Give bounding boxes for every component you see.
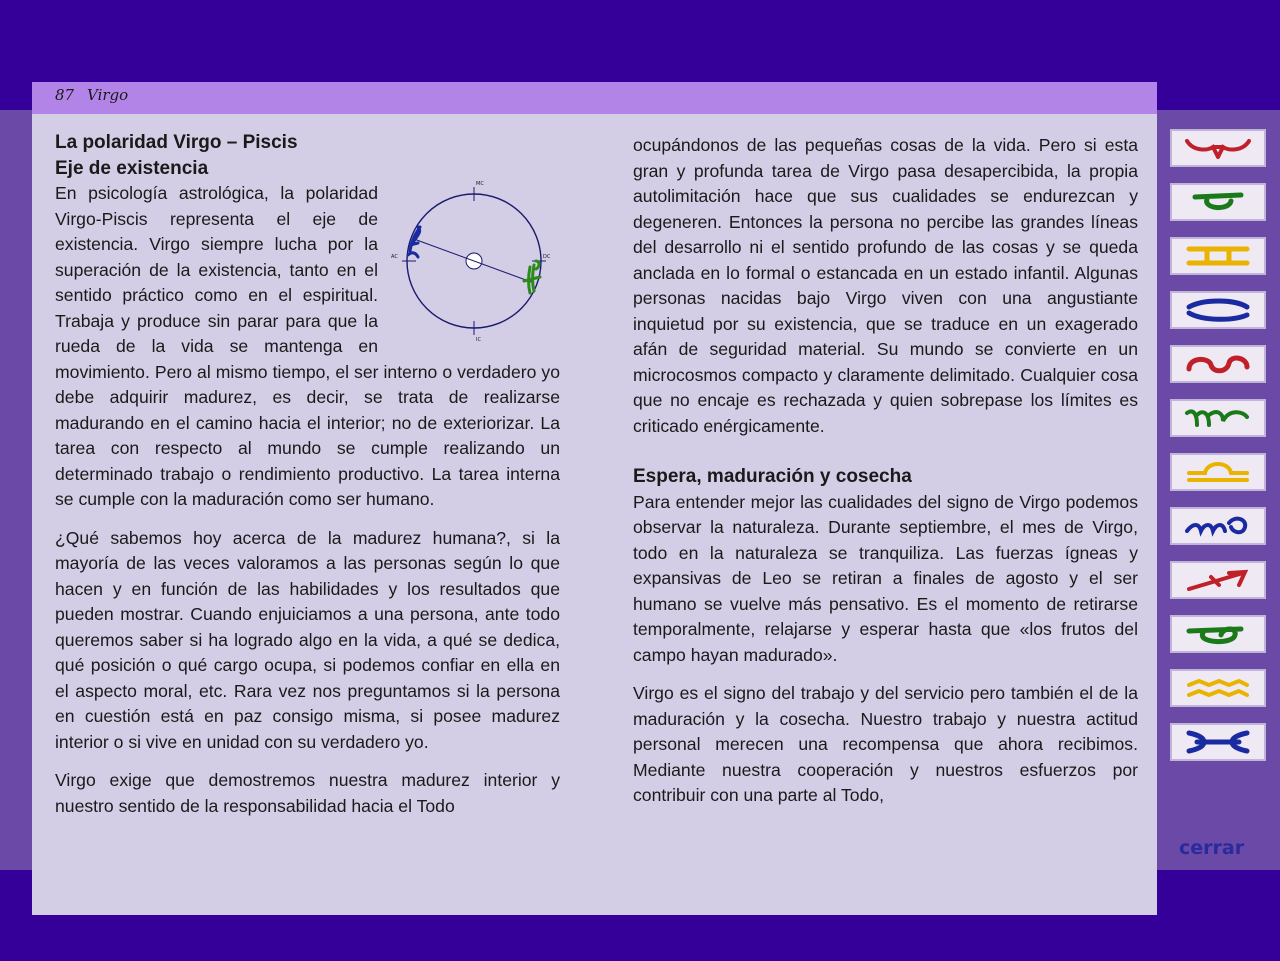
aquarius-icon <box>1183 675 1253 701</box>
nav-gemini[interactable] <box>1170 237 1266 275</box>
ic-label: IC <box>476 337 481 343</box>
close-button[interactable]: cerrar <box>1179 837 1245 859</box>
page-sign-title: Virgo <box>87 86 129 104</box>
nav-pisces[interactable] <box>1170 723 1266 761</box>
nav-virgo[interactable] <box>1170 399 1266 437</box>
paragraph-virgo-exige: Virgo exige que demostremos nuestra madurez interior y nuestro sentido de la responsabilidad hacia el Todo <box>55 770 560 816</box>
nav-sagittarius[interactable] <box>1170 561 1266 599</box>
capricorn-icon <box>1183 621 1253 647</box>
leo-icon <box>1183 351 1253 377</box>
page-header <box>32 82 1157 114</box>
paragraph-trabajo: Virgo es el signo del trabajo y del servicio pero también el de la maduración y la cosecha. Nuestro trabajo y nuestra actitud personal merecen una recompensa que ahora recibimos. Mediante nuestra cooperación y nuestros esfuerzos por contribuir con una parte al Todo, <box>633 683 1138 805</box>
pisces-icon <box>1183 729 1253 755</box>
paragraph-naturaleza: Para entender mejor las cualidades del signo de Virgo podemos observar la naturaleza. Durante septiembre, el mes de Virgo, todo en la naturaleza se tranquiliza. Las fuerzas ígneas y expansivas de Leo se retiran a finales de agosto y el ser humano se vuelve más pensativo. Es el momento de retirarse temporalmente, relajarse y esperar hasta que «los frutos del campo hayan madurado». <box>633 491 1138 665</box>
mc-label: MC <box>476 181 484 187</box>
nav-libra[interactable] <box>1170 453 1266 491</box>
paragraph-ocupandonos: ocupándonos de las pequeñas cosas de la vida. Pero si esta gran y profunda tarea de Virgo pasa desapercibida, la propia autolimitación hace que sus cualidades se endurezcan y degeneren. Entonces la persona no percibe las grandes líneas del desarrollo ni el sentido profundo de las cosas y se queda anclada en lo formal o estancada en un estado infantil. Algunas personas nacidas bajo Virgo viven con una angustiante inquietud por su existencia, que se traduce en un exagerado afán de seguridad material. Su mundo se convierte en un microcosmos compacto y claramente delimitado. Cualquier cosa que no encaje es rechazada y quien sobrepase los límites es criticado enérgicamente. <box>633 135 1138 436</box>
nav-capricorn[interactable] <box>1170 615 1266 653</box>
virgo-icon <box>1183 405 1253 431</box>
right-column <box>633 133 1138 822</box>
polarity-wheel-diagram <box>388 181 560 353</box>
cancer-icon <box>1183 297 1253 323</box>
section-subheading: Eje de existencia <box>55 157 209 179</box>
dc-label: DC <box>543 254 551 260</box>
ac-label: AC <box>391 254 398 260</box>
nav-aries[interactable] <box>1170 129 1266 167</box>
left-column <box>55 130 560 832</box>
taurus-icon <box>1183 189 1253 215</box>
paragraph-polarity: En psicología astrológica, la polaridad Virgo-Piscis representa el eje de existencia. Virgo siempre lucha por la superación de la existencia, tanto en el sentido práctico como en el espiritual. Trabaja y produce sin parar para que la rueda de la vida se mantenga en movimiento. Pero al mismo tiempo, el ser interno o verdadero yo debe adquirir madurez, es decir, se trata de realizarse madurando en el camino hacia el interior; no de exteriorizar. La tarea con respecto al mundo se cumple realizando un determinado trabajo o rendimiento productivo. La tarea interna se cumple con la maduración como ser humano. <box>55 183 560 509</box>
nav-leo[interactable] <box>1170 345 1266 383</box>
section-heading-espera: Espera, maduración y cosecha <box>633 466 912 487</box>
gemini-icon <box>1183 243 1253 269</box>
sagittarius-icon <box>1183 567 1253 593</box>
page-number: 87 <box>55 86 75 104</box>
paragraph-madurez: ¿Qué sabemos hoy acerca de la madurez humana?, si la mayoría de las veces valoramos a las personas según lo que hacen y en función de las habilidades y los resultados que pueden mostrar. Cuando enjuiciamos a una persona, ante todo queremos saber si ha logrado algo en la vida, a qué se dedica, qué posición o qué cargo ocupa, si podemos confiar en ella en el aspecto moral, etc. Rara vez nos preguntamos si la persona en cuestión está en paz consigo misma, si posee madurez interior o si vive en unidad con su verdadero yo. <box>55 527 560 752</box>
nav-aquarius[interactable] <box>1170 669 1266 707</box>
nav-scorpio[interactable] <box>1170 507 1266 545</box>
book-page <box>32 82 1157 915</box>
nav-taurus[interactable] <box>1170 183 1266 221</box>
nav-cancer[interactable] <box>1170 291 1266 329</box>
scorpio-icon <box>1183 513 1253 539</box>
aries-icon <box>1183 135 1253 161</box>
pisces-glyph-icon <box>524 261 540 293</box>
polarity-axis-line <box>414 239 534 283</box>
libra-icon <box>1183 459 1253 485</box>
section-heading: La polaridad Virgo – Piscis <box>55 132 298 153</box>
